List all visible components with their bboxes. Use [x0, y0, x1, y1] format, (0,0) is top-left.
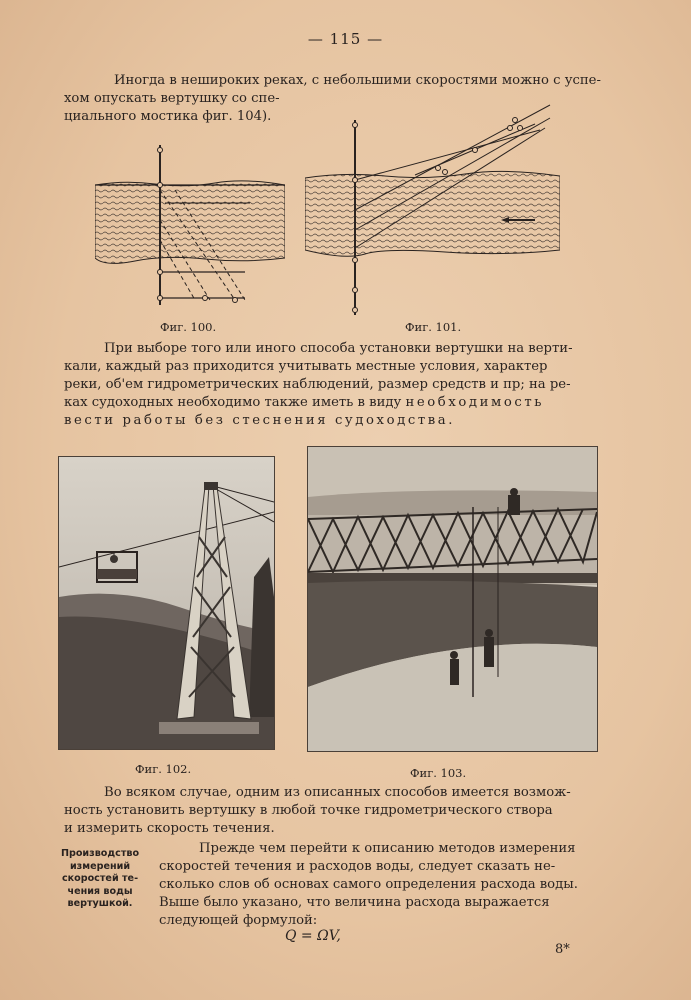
paragraph-any-point [64, 784, 594, 838]
figure-103-caption: Фиг. 103. [410, 766, 467, 780]
para3-line-1: Во всяком случае, одним из описанных способов имеется возмож- [104, 785, 571, 800]
paragraph-vertical-setup [64, 340, 594, 430]
figure-101-drawing [305, 100, 560, 320]
para2-line-1: При выборе того или иного способа установки вертушки на верти- [104, 341, 573, 356]
para2-line-5: вести работы без стеснения судоходства. [64, 413, 456, 428]
intro-line-1: Иногда в нешироких реках, с небольшими скоростями можно с успе- [114, 73, 601, 88]
para3-line-3: и измерить скорость течения. [64, 821, 275, 836]
page-number: — 115 — [307, 30, 384, 48]
para2-line-4b: необходимость [405, 395, 545, 410]
figure-102-caption: Фиг. 102. [135, 762, 192, 776]
para3-line-2: ность установить вертушку в любой точке гидрометрического створа [64, 803, 553, 818]
cable-tower-illustration [59, 457, 274, 749]
figure-103-photo [307, 446, 598, 752]
bridge-measurement-illustration [308, 447, 597, 751]
paragraph-discharge [159, 840, 594, 930]
para2-line-4a: ках судоходных необходимо также иметь в виду [64, 395, 402, 410]
margin-note-line-4: чения воды [67, 885, 133, 897]
discharge-formula: Q = ΩV, [285, 928, 341, 944]
margin-note-line-2: измерений [69, 860, 131, 872]
para4-line-3: сколько слов об основах самого определения расхода воды. [159, 877, 578, 892]
para2-line-3: реки, об'ем гидрометрических наблюдений, размер средств и пр; на ре- [64, 377, 571, 392]
margin-note-line-3: скоростей те- [61, 873, 139, 884]
margin-note [60, 848, 140, 911]
margin-note-line-1: Производство [60, 848, 140, 859]
signature-mark: 8* [555, 942, 570, 957]
para4-line-1: Прежде чем перейти к описанию методов измерения [199, 841, 576, 856]
intro-line-3: циального мостика фиг. 104). [64, 109, 272, 124]
figure-100-drawing [95, 140, 285, 315]
intro-line-2: хом опускать вертушку со спе- [64, 91, 280, 106]
para2-line-2: кали, каждый раз приходится учитывать местные условия, характер [64, 359, 548, 374]
para4-line-2: скоростей течения и расходов воды, следует сказать не- [159, 859, 556, 874]
para4-line-4: Выше было указано, что величина расхода выражается [159, 895, 550, 910]
figure-101-caption: Фиг. 101. [405, 320, 462, 334]
margin-note-line-5: вертушкой. [67, 898, 133, 909]
para4-line-5: следующей формулой: [159, 913, 318, 928]
figure-100-caption: Фиг. 100. [160, 320, 217, 334]
figure-102-photo [58, 456, 275, 750]
